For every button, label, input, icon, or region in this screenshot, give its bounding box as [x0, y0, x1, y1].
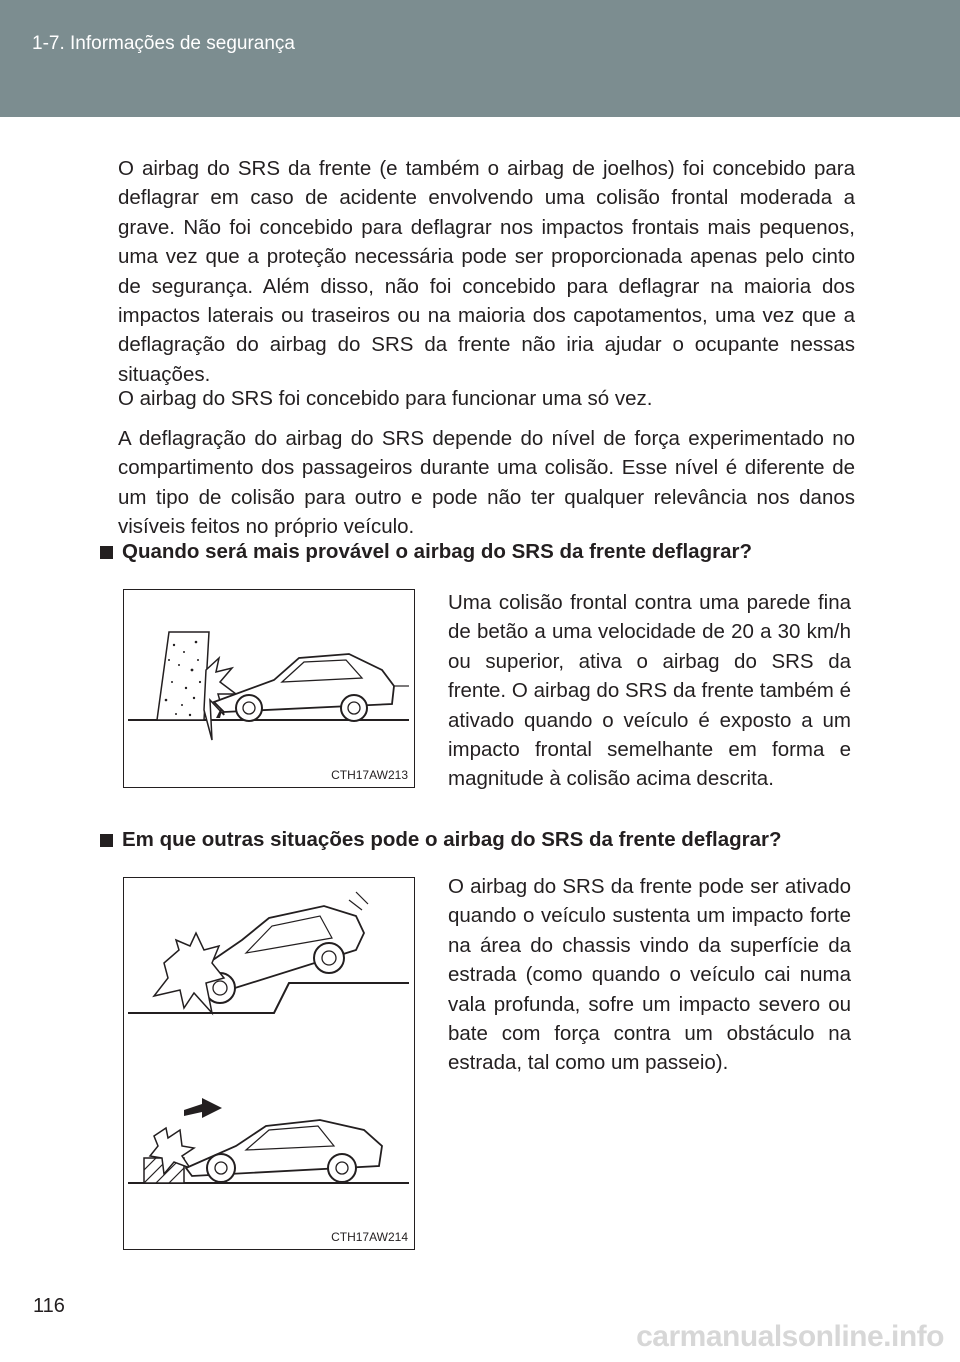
heading-square-icon — [100, 834, 113, 847]
heading-square-icon — [100, 546, 113, 559]
chapter-header-bar — [0, 0, 960, 117]
paragraph-force-level: A deflagração do airbag do SRS depende do nível de força experimentado no compartimento dos passageiros durante uma colisão. Esse nível é diferente de um tipo de colisão para outro e pode não ter qualquer relevância nos danos visíveis feitos no próprio veículo. — [118, 427, 855, 539]
figure-code: CTH17AW213 — [331, 768, 408, 782]
page-number: 116 — [33, 1295, 65, 1317]
section-heading-text: Quando será mais provável o airbag do SRS da frente deflagrar? — [122, 540, 752, 563]
underbody-impact-figure — [123, 877, 415, 1250]
frontal-collision-description: Uma colisão frontal contra uma parede fina de betão a uma velocidade de 20 a 30 km/h ou superior, ativa o airbag do SRS da frente. O airbag do SRS da frente também é ativado quando o veículo é exposto a um impacto frontal semelhante em forma e magnitude à colisão acima descrita. — [448, 591, 851, 791]
section-title: 1-7. Informações de segurança — [32, 33, 295, 54]
underbody-impact-illustration — [124, 878, 413, 1248]
section-heading-other-situations — [100, 828, 782, 852]
watermark: carmanualsonline.info — [636, 1320, 944, 1353]
section-heading-text: Em que outras situações pode o airbag do SRS da frente deflagrar? — [122, 828, 782, 851]
wall-collision-figure — [123, 589, 415, 788]
paragraph-frontal-collision: O airbag do SRS da frente (e também o airbag de joelhos) foi concebido para deflagrar em caso de acidente envolvendo uma colisão frontal moderada a grave. Não foi concebido para deflagrar nos impactos frontais mais pequenos, uma vez que a proteção necessária pode ser proporcionada apenas pelo cinto de segurança. Além disso, não foi concebido para deflagrar na maioria dos impactos laterais ou traseiros ou na maioria dos capotamentos, uma vez que a deflagração do airbag do SRS da frente não iria ajudar o ocupante nessas situações. — [118, 157, 855, 386]
section-heading-frontal-collision — [100, 540, 752, 564]
wall-collision-illustration — [124, 590, 413, 786]
figure-code: CTH17AW214 — [331, 1230, 408, 1244]
paragraph-single-use: O airbag do SRS foi concebido para funcionar uma só vez. — [118, 387, 653, 410]
underbody-impact-description: O airbag do SRS da frente pode ser ativado quando o veículo sustenta um impacto forte na área do chassis vindo da superfície da estrada (como quando o veículo cai numa vala profunda, sofre um impacto severo ou bate com força contra um obstáculo na estrada, tal como um passeio). — [448, 875, 851, 1075]
